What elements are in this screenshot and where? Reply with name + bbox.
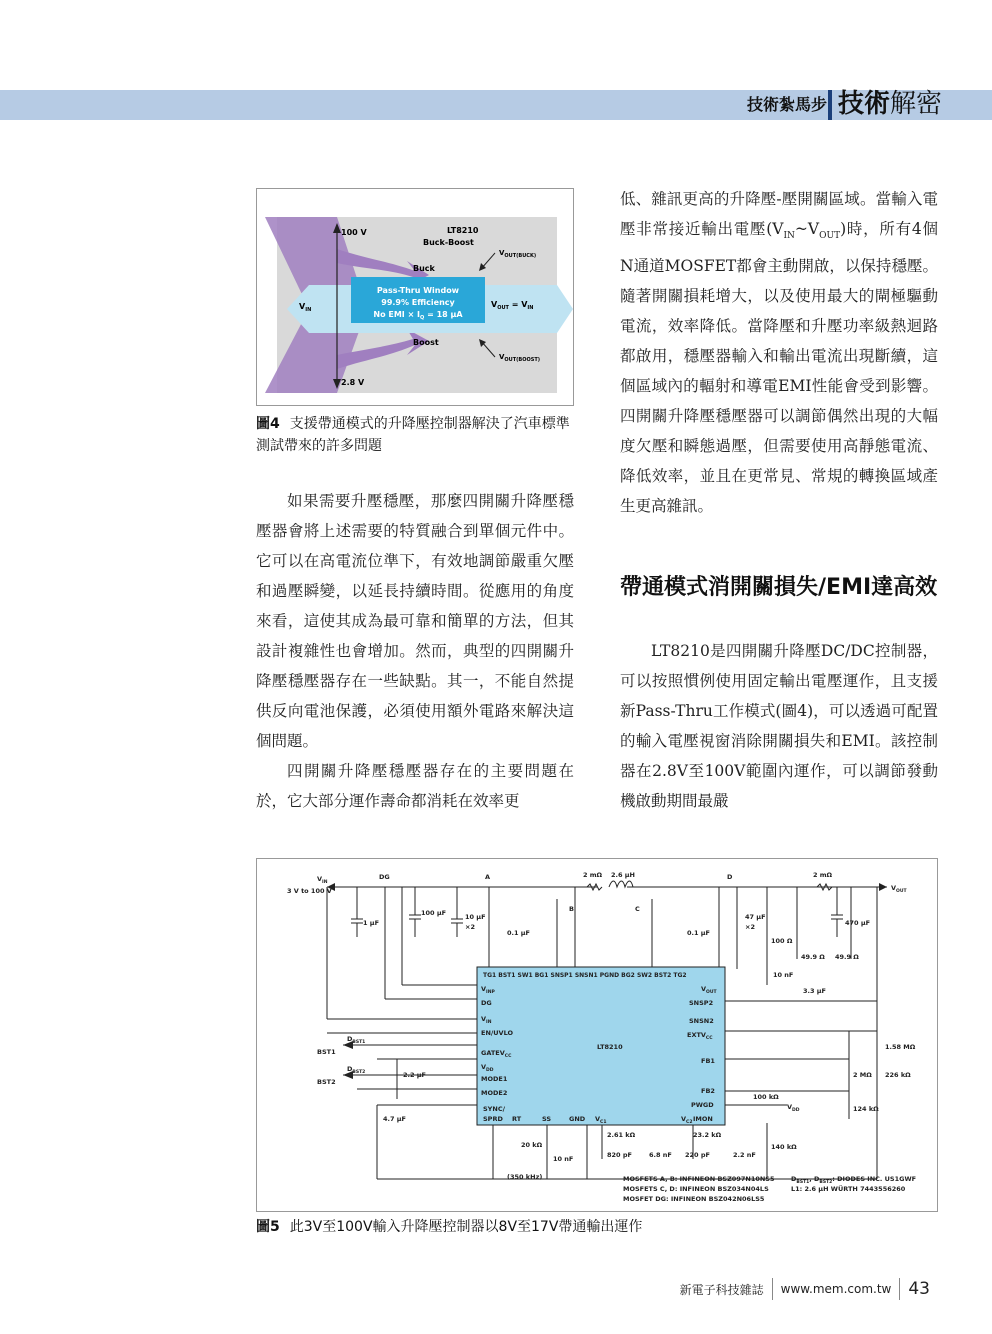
lbl-x2b: ×2 bbox=[745, 923, 755, 931]
pin-ss: SS bbox=[542, 1115, 552, 1123]
lbl-01uf-b: 0.1 μF bbox=[687, 929, 711, 937]
window-emi: No EMI × $I_Q = 18$ μA bbox=[373, 310, 463, 321]
lbl-820pf: 820 pF bbox=[607, 1151, 632, 1159]
pin-sprd: SPRD bbox=[483, 1115, 503, 1123]
label-2-8v: 2.8 V bbox=[341, 378, 365, 387]
lbl-01uf-a: 0.1 μF bbox=[507, 929, 531, 937]
section-title: 帶通模式消開關損失/EMI達高效 bbox=[620, 575, 938, 600]
pin-snsn2: SNSN2 bbox=[689, 1017, 714, 1025]
lbl-100k: 100 kΩ bbox=[753, 1093, 779, 1101]
column-label: 技術紮馬步 bbox=[746, 95, 827, 114]
lbl-2m-1: 2 mΩ bbox=[583, 871, 603, 879]
vout-arrow bbox=[879, 883, 887, 891]
schematic bbox=[257, 859, 937, 1211]
lbl-d: D bbox=[727, 873, 733, 881]
window-title: Pass-Thru Window bbox=[376, 286, 460, 295]
window-efficiency: 99.9% Efficiency bbox=[381, 298, 455, 307]
lbl-470uf: 470 μF bbox=[845, 919, 871, 927]
lbl-261k: 2.61 kΩ bbox=[607, 1131, 636, 1139]
left-column bbox=[256, 486, 574, 816]
lbl-10nf: 10 nF bbox=[773, 971, 794, 979]
paragraph: 如果需要升壓穩壓，那麼四開關升降壓穩壓器會將上述需要的特質融合到單個元件中。它可以在高電流位準下，有效地調節嚴重欠壓和過壓瞬變，以延長持續時間。從應用的角度來看，這使其成為最可靠和簡單的方法，但其設計複雜性也會增加。然而，典型的四開關升降壓穩壓器存在一些缺點。其一，不能自然提供反向電池保護，必須使用額外電路來解決這個問題。 bbox=[256, 492, 574, 750]
figure-4-caption bbox=[256, 413, 572, 457]
lbl-2m-2: 2 mΩ bbox=[813, 871, 833, 879]
pin-vc2: $V_{C2}$ bbox=[681, 1115, 693, 1125]
figure-5-number: 圖5 bbox=[256, 1219, 280, 1235]
figure-4-number: 圖4 bbox=[256, 416, 280, 432]
lbl-vin-range: 3 V to 100 V bbox=[287, 887, 332, 895]
lbl-dbst1: $D_{BST1}$ bbox=[347, 1035, 366, 1045]
lbl-a: A bbox=[485, 873, 491, 881]
brand-bold: 技術 bbox=[838, 89, 891, 119]
paragraph: 低、雜訊更高的升降壓-壓開關區域。當輸入電壓非常接近輸出電壓$(V_{IN}\sim V_{OUT})$時，所有4個N通道MOSFET都會主動開啟，以保持穩壓。隨著開關損耗增大，以及使用最大的閘極驅動電流，效率降低。當降壓和升壓功率級熱迴路都啟用，穩壓器輸入和輸出電流出現斷續，這個區域內的輻射和導電EMI性能會受到影響。四開關升降壓穩壓器可以調節偶然出現的大幅度欠壓和瞬態過壓，但需要使用高靜態電流、降低效率，並且在更常見、常規的轉換區域產生更高雜訊。 bbox=[620, 190, 938, 516]
pin-snsp2: SNSP2 bbox=[689, 999, 714, 1007]
figure-5-caption-text: 此3V至100V輸入升降壓控制器以8V至17V帶通輸出運作 bbox=[289, 1219, 643, 1235]
lbl-33uf: 3.3 μF bbox=[803, 987, 827, 995]
lbl-22nf: 2.2 nF bbox=[733, 1151, 756, 1159]
pin-extvcc: $EXTV_{CC}$ bbox=[687, 1031, 713, 1041]
lbl-2m: 2 MΩ bbox=[853, 1071, 872, 1079]
brand-rest: 解密 bbox=[890, 89, 943, 119]
lbl-100ohm: 100 Ω bbox=[771, 937, 793, 945]
page-number: 43 bbox=[908, 1279, 930, 1299]
section-brand bbox=[838, 86, 942, 122]
lbl-22uf: 2.2 μF bbox=[403, 1071, 427, 1079]
lbl-350khz: (350 kHz) bbox=[507, 1173, 543, 1181]
header-divider bbox=[828, 90, 832, 120]
note-mosfet-cd: MOSFETS C, D: INFINEON BSZ034N04LS bbox=[623, 1185, 769, 1193]
website-url: www.mem.com.tw bbox=[780, 1282, 892, 1296]
label-buck-boost: Buck-Boost bbox=[423, 238, 474, 247]
lbl-499a: 49.9 Ω bbox=[801, 953, 825, 961]
magazine-name: 新電子科技雜誌 bbox=[679, 1282, 764, 1297]
pin-mode2: MODE2 bbox=[481, 1089, 508, 1097]
pin-gatevcc: $GATEV_{CC}$ bbox=[481, 1049, 512, 1059]
passthru-diagram bbox=[257, 189, 573, 405]
lbl-vout: $V_{OUT}$ bbox=[891, 884, 907, 894]
lbl-158m: 1.58 MΩ bbox=[885, 1043, 916, 1051]
label-vout-eq: $V_{OUT} = V_{IN}$ bbox=[491, 300, 534, 311]
lbl-499b: 49.9 Ω bbox=[835, 953, 859, 961]
lbl-232k: 23.2 kΩ bbox=[693, 1131, 722, 1139]
pin-fb1: FB1 bbox=[701, 1057, 715, 1065]
lbl-68nf: 6.8 nF bbox=[649, 1151, 672, 1159]
lbl-226k: 226 kΩ bbox=[885, 1071, 911, 1079]
pin-en: EN/UVLO bbox=[481, 1029, 513, 1037]
figure-5 bbox=[256, 858, 938, 1212]
pin-mode1: MODE1 bbox=[481, 1075, 508, 1083]
figure-4-caption-text: 支援帶通模式的升降壓控制器解決了汽車標準測試帶來的許多問題 bbox=[256, 416, 570, 454]
lbl-bst2: BST2 bbox=[317, 1078, 336, 1086]
lbl-b: B bbox=[569, 905, 574, 913]
lbl-1uf: 1 μF bbox=[363, 919, 380, 927]
lbl-220pf: 220 pF bbox=[685, 1151, 710, 1159]
paragraph: LT8210是四開關升降壓DC/DC控制器，可以按照慣例使用固定輸出電壓運作，且支援新Pass-Thru工作模式(圖4)，可以透過可配置的輸入電壓視窗消除開關損失和EMI。該控制器在2.8V至100V範圍內運作，可以調節發動機啟動期間最嚴 bbox=[620, 642, 938, 810]
page-footer bbox=[680, 1278, 930, 1300]
lbl-chip: LT8210 bbox=[597, 1043, 623, 1051]
lbl-dbst2: $D_{BST2}$ bbox=[347, 1065, 366, 1075]
pin-vc1: $V_{C1}$ bbox=[595, 1115, 607, 1125]
lbl-10uf: 10 μF bbox=[465, 913, 486, 921]
figure-5-caption bbox=[256, 1216, 936, 1238]
lbl-inductor: 2.6 μH bbox=[611, 871, 636, 879]
label-chip: LT8210 bbox=[447, 226, 479, 235]
right-column-bottom bbox=[620, 636, 938, 816]
pin-pwgd: PWGD bbox=[691, 1101, 714, 1109]
note-mosfet-dg: MOSFET DG: INFINEON BSZ042N06LS5 bbox=[623, 1195, 765, 1203]
pin-vdd: $V_{DD}$ bbox=[481, 1063, 494, 1073]
note-mosfet-ab: MOSFETS A, B: INFINEON BSZ097N10NS5 bbox=[623, 1175, 775, 1183]
label-vin: $V_{IN}$ bbox=[299, 302, 312, 313]
footer-divider bbox=[772, 1278, 773, 1300]
lbl-124k: 124 kΩ bbox=[853, 1105, 879, 1113]
note-inductor: L1: 2.6 μH WÜRTH 7443556260 bbox=[791, 1185, 906, 1193]
pin-vinp: $V_{INP}$ bbox=[481, 985, 495, 995]
lbl-140k: 140 kΩ bbox=[771, 1143, 797, 1151]
lbl-20k: 20 kΩ bbox=[521, 1141, 543, 1149]
lbl-10nf2: 10 nF bbox=[553, 1155, 574, 1163]
label-vout-boost: $V_{OUT(BOOST)}$ bbox=[499, 353, 541, 363]
pin-fb2: FB2 bbox=[701, 1087, 715, 1095]
lbl-dg: DG bbox=[379, 873, 390, 881]
lbl-100uf: 100 μF bbox=[421, 909, 447, 917]
label-boost: Boost bbox=[413, 338, 439, 347]
pin-vout: $V_{OUT}$ bbox=[701, 985, 717, 995]
pin-gnd: GND bbox=[569, 1115, 586, 1123]
note-diodes: $D_{BST1}$, $D_{BST2}$: DIODES INC. US1GWF bbox=[791, 1175, 917, 1185]
lbl-47uf: 47 μF bbox=[745, 913, 766, 921]
footer-divider bbox=[899, 1278, 900, 1300]
pin-vin: $V_{IN}$ bbox=[481, 1015, 492, 1025]
label-100v: 100 V bbox=[341, 228, 367, 237]
label-buck: Buck bbox=[413, 264, 435, 273]
lbl-vin: $V_{IN}$ bbox=[317, 875, 328, 885]
pin-sync: SYNC/ bbox=[483, 1105, 505, 1113]
label-vout-buck: $V_{OUT(BUCK)}$ bbox=[499, 249, 537, 259]
lbl-pins-top: TG1 BST1 SW1 BG1 SNSP1 SNSN1 PGND BG2 SW2 BST2 TG2 bbox=[483, 972, 687, 979]
pin-imon: IMON bbox=[693, 1115, 713, 1123]
lbl-x2a: ×2 bbox=[465, 923, 475, 931]
lbl-c: C bbox=[635, 905, 640, 913]
paragraph: 四開關升降壓穩壓器存在的主要問題在於，它大部分運作壽命都消耗在效率更 bbox=[256, 762, 574, 810]
figure-4 bbox=[256, 188, 574, 406]
lbl-47uf2: 4.7 μF bbox=[383, 1115, 407, 1123]
right-column-top bbox=[620, 184, 938, 521]
lbl-bst1: BST1 bbox=[317, 1048, 336, 1056]
lbl-vdd: $V_{DD}$ bbox=[787, 1103, 800, 1113]
inductor bbox=[609, 881, 633, 887]
pin-rt: RT bbox=[512, 1115, 522, 1123]
pin-dg: DG bbox=[481, 999, 492, 1007]
